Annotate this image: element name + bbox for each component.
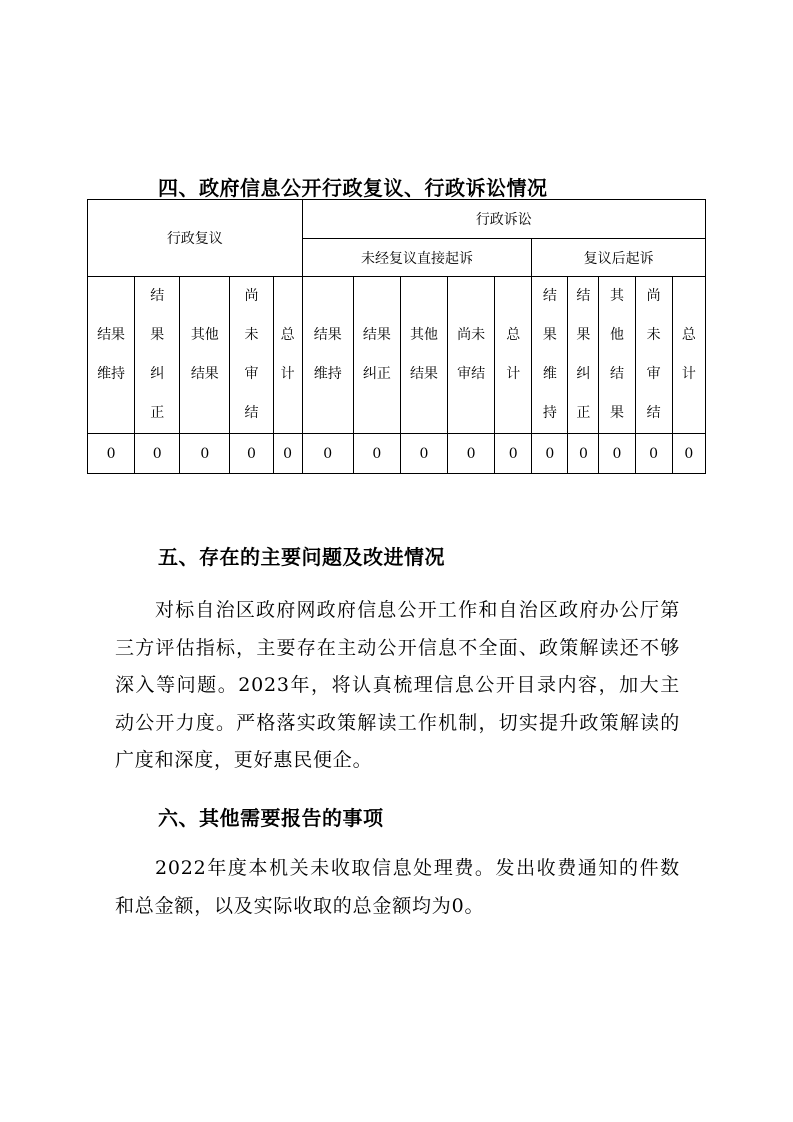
col-label-text: 其他结果: [190, 327, 219, 382]
col-label-direct-corrected: [353, 277, 400, 434]
value-cell: 0: [448, 434, 495, 474]
value-cell: 0: [302, 434, 353, 474]
col-label-after-total: [672, 277, 705, 434]
col-label-text: 结果纠正: [150, 288, 165, 421]
value-cell: 0: [180, 434, 230, 474]
litigation-header: 行政诉讼: [302, 200, 705, 239]
col-label-text: 总计: [681, 327, 696, 382]
col-label-after-maintained: [532, 277, 568, 434]
col-label-direct-other: [400, 277, 447, 434]
col-label-review-total: [273, 277, 302, 434]
value-cell: 0: [672, 434, 705, 474]
col-label-after-corrected: [568, 277, 599, 434]
value-cell: 0: [495, 434, 532, 474]
value-cell: 0: [400, 434, 447, 474]
value-cell: 0: [599, 434, 635, 474]
col-label-direct-pending: [448, 277, 495, 434]
col-label-after-other: [599, 277, 635, 434]
column-label-row: [88, 277, 706, 434]
col-label-direct-total: [495, 277, 532, 434]
col-label-text: 尚未审结: [646, 288, 661, 421]
col-label-text: 尚未审结: [244, 288, 259, 421]
col-label-text: 其他结果: [609, 288, 624, 421]
direct-suit-header: 未经复议直接起诉: [302, 239, 532, 277]
col-label-text: 结果维持: [542, 288, 557, 421]
section-5-paragraph: 对标自治区政府网政府信息公开工作和自治区政府办公厅第三方评估指标，主要存在主动公开信息不全面、政策解读还不够深入等问题。2023年，将认真梳理信息公开目录内容，加大主动公开力度。严格落实政策解读工作机制，切实提升政策解读的广度和深度，更好惠民便企。: [115, 599, 680, 771]
value-cell: 0: [353, 434, 400, 474]
col-label-review-maintained: [88, 277, 135, 434]
col-label-text: 总计: [506, 327, 521, 382]
after-review-header: 复议后起诉: [532, 239, 706, 277]
col-label-review-pending: [230, 277, 273, 434]
admin-review-header: 行政复议: [88, 200, 303, 277]
value-cell: 0: [568, 434, 599, 474]
col-label-after-pending: [635, 277, 672, 434]
col-label-review-other: [180, 277, 230, 434]
section-5-heading: 五、存在的主要问题及改进情况: [158, 545, 445, 569]
value-cell: 0: [532, 434, 568, 474]
col-label-text: 其他结果: [409, 327, 438, 382]
col-label-text: 结果纠正: [362, 327, 391, 382]
col-label-text: 结果维持: [97, 327, 126, 382]
value-cell: 0: [635, 434, 672, 474]
col-label-direct-maintained: [302, 277, 353, 434]
value-cell: 0: [88, 434, 135, 474]
col-label-text: 结果维持: [313, 327, 342, 382]
col-label-text: 结果纠正: [576, 288, 591, 421]
review-litigation-table: [87, 199, 706, 474]
col-label-review-corrected: [135, 277, 180, 434]
col-label-text: 尚未审结: [457, 327, 486, 382]
section-6-paragraph: 2022年度本机关未收取信息处理费。发出收费通知的件数和总金额，以及实际收取的总金额均为0。: [115, 857, 680, 917]
section-4-heading: 四、政府信息公开行政复议、行政诉讼情况: [158, 176, 548, 200]
value-cell: 0: [230, 434, 273, 474]
value-cell: 0: [135, 434, 180, 474]
value-cell: 0: [273, 434, 302, 474]
value-row: [88, 434, 706, 474]
col-label-text: 总计: [280, 327, 295, 382]
section-6-heading: 六、其他需要报告的事项: [158, 806, 384, 830]
